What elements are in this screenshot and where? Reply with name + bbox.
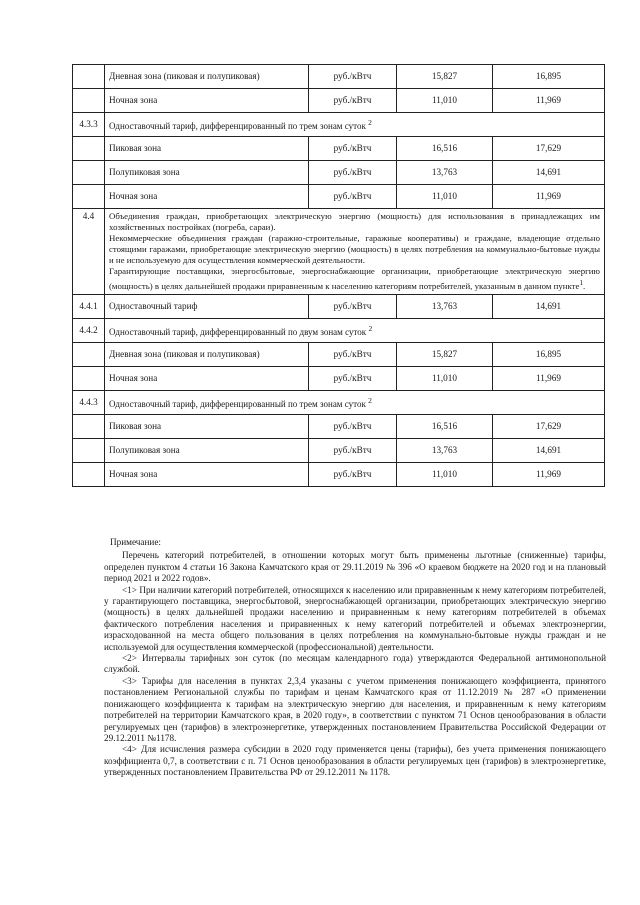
category-paragraph: Гарантирующие поставщики, энергосбытовые, энергоснабжающие организации, приобретающие электрическую энергию (мощность) в целях дальнейшей продажи приравненным к населению категориям потребителей, указанным в данном пункте — [109, 266, 600, 291]
row-name: Ночная зона — [105, 185, 309, 209]
row-number — [73, 65, 105, 89]
value-2020: 16,516 — [397, 137, 493, 161]
value-2020: 11,010 — [397, 366, 493, 390]
row-number — [73, 89, 105, 113]
value-2020: 13,763 — [397, 438, 493, 462]
note-paragraph: <1> При наличии категорий потребителей, относящихся к населению или приравненным к нему категориям потребителей, у гарантирующего поставщика, энергосбытовой, энергоснабжающей организации, приобретающих электрическую энергию (мощность) в целях дальнейшей продажи населению и приравненным к нему категориям потребителей в объемах фактического потребления населения и приравненных к нему категорий потребителей и объемах электроэнергии, израсходованной на места общего пользования в целях потребления на коммунально-бытовые нужды граждан и не используемой для осуществления коммерческой (профессиональной) деятельности. — [104, 584, 606, 652]
row-unit: руб./кВтч — [309, 89, 397, 113]
row-name: Ночная зона — [105, 89, 309, 113]
row-unit: руб./кВтч — [309, 366, 397, 390]
row-number — [73, 438, 105, 462]
note-paragraph: <3> Тарифы для населения в пунктах 2,3,4 указаны с учетом применения понижающего коэффициента, принятого постановлением Региональной службы по тарифам и ценам Камчатского края от 11.12.2019 № 287 «О применении понижающего коэффициента к тарифам на электрическую энергию для населения, и приравненным к нему категориям потребителей на территории Камчатского края, в 2020 году», в соответствии с пунктом 71 Основ ценообразования в области регулируемых цен (тарифов) в электроэнергетике, утвержденных постановлением Правительства Российской Федерации от 29.12.2011 №1178. — [104, 675, 606, 743]
row-name: Дневная зона (пиковая и полупиковая) — [105, 65, 309, 89]
value-2021: 17,629 — [493, 414, 605, 438]
table-row — [73, 89, 605, 113]
row-unit: руб./кВтч — [309, 438, 397, 462]
row-name: Полупиковая зона — [105, 438, 309, 462]
category-paragraph-last: Гарантирующие поставщики, энергосбытовые, энергоснабжающие организации, приобретающие электрическую энергию (мощность) в целях дальнейшей продажи приравненным к населению категориям потребителей, указанным в данном пункте$^1$. — [109, 266, 600, 291]
section-title: Одноставочный тариф, дифференцированный по трем зонам суток — [109, 121, 366, 131]
value-2021: 14,691 — [493, 161, 605, 185]
row-number: 4.4.3 — [73, 390, 105, 414]
note-paragraph: <4> Для исчисления размера субсидии в 2020 году применяется цены (тарифы), без учета применения понижающего коэффициента 0,7, в соответствии с п. 71 Основ ценообразования в области регулируемых цен (тарифов) в электроэнергетике, утвержденных постановлением Правительства РФ от 29.12.2011 № 1178. — [104, 744, 606, 778]
tariff-table-body — [73, 65, 605, 487]
value-2021: 14,691 — [493, 438, 605, 462]
row-unit: руб./кВтч — [309, 161, 397, 185]
category-paragraph: Объединения граждан, приобретающих электрическую энергию (мощность) для использования в принадлежащих им хозяйственных постройках (погреба, сараи). — [109, 211, 600, 232]
tariff-table — [72, 64, 605, 487]
row-number — [73, 462, 105, 486]
table-row — [73, 390, 605, 414]
table-row — [73, 161, 605, 185]
table-row — [73, 366, 605, 390]
table-row — [73, 462, 605, 486]
row-unit: руб./кВтч — [309, 137, 397, 161]
row-number: 4.3.3 — [73, 113, 105, 137]
row-name: Одноставочный тариф — [105, 294, 309, 318]
footnote-ref: 2 — [368, 118, 372, 127]
row-number — [73, 342, 105, 366]
table-row — [73, 294, 605, 318]
footnote-ref: 2 — [368, 323, 373, 333]
value-2021: 11,969 — [493, 89, 605, 113]
row-unit: руб./кВтч — [309, 294, 397, 318]
row-number — [73, 161, 105, 185]
value-2021: 16,895 — [493, 65, 605, 89]
section-title-cell — [105, 113, 605, 137]
value-2021: 14,691 — [493, 294, 605, 318]
value-2021: 11,969 — [493, 462, 605, 486]
note-paragraph: <2> Интервалы тарифных зон суток (по месяцам календарного года) утверждаются Федеральной антимонопольной службой. — [104, 653, 606, 675]
row-name: Пиковая зона — [105, 414, 309, 438]
value-2020: 11,010 — [397, 185, 493, 209]
value-2020: 13,763 — [397, 294, 493, 318]
value-2021: 16,895 — [493, 342, 605, 366]
value-2021: 11,969 — [493, 185, 605, 209]
table-row — [73, 137, 605, 161]
row-number: 4.4 — [73, 209, 105, 295]
row-name: Дневная зона (пиковая и полупиковая) — [105, 342, 309, 366]
table-row — [73, 318, 605, 342]
table-row — [73, 65, 605, 89]
row-unit: руб./кВтч — [309, 185, 397, 209]
table-row — [73, 414, 605, 438]
value-2020: 16,516 — [397, 414, 493, 438]
value-2020: 11,010 — [397, 462, 493, 486]
row-name: Полупиковая зона — [105, 161, 309, 185]
section-title-cell — [105, 390, 605, 414]
table-row — [73, 342, 605, 366]
row-number: 4.4.2 — [73, 318, 105, 342]
row-name: Ночная зона — [105, 462, 309, 486]
row-number — [73, 185, 105, 209]
row-unit: руб./кВтч — [309, 462, 397, 486]
notes-section — [104, 537, 606, 779]
value-2021: 17,629 — [493, 137, 605, 161]
section-title: Одноставочный тариф, дифференцированный по двум зонам суток — [109, 326, 367, 337]
value-2021: 11,969 — [493, 366, 605, 390]
row-name: Ночная зона — [105, 366, 309, 390]
value-2020: 15,827 — [397, 342, 493, 366]
section-title-cell — [105, 318, 605, 342]
table-row — [73, 209, 605, 295]
row-number: 4.4.1 — [73, 294, 105, 318]
row-number — [73, 414, 105, 438]
category-paragraph: Некоммерческие объединения граждан (гаражно-строительные, гаражные кооперативы) и граждане, владеющие отдельно стоящими гаражами, приобретающие электрическую энергию (мощность) в целях потребления на коммунально-бытовые нужды и не используемую для осуществления коммерческой деятельности. — [109, 233, 600, 265]
row-unit: руб./кВтч — [309, 65, 397, 89]
row-name: Пиковая зона — [105, 137, 309, 161]
category-description-cell — [105, 209, 605, 295]
row-number — [73, 137, 105, 161]
section-title: Одноставочный тариф, дифференцированный по трем зонам суток — [109, 398, 366, 409]
row-unit: руб./кВтч — [309, 414, 397, 438]
footnote-ref: 2 — [368, 395, 372, 405]
row-unit: руб./кВтч — [309, 342, 397, 366]
table-row — [73, 438, 605, 462]
table-row — [73, 113, 605, 137]
row-number — [73, 366, 105, 390]
notes-title: Примечание: — [110, 537, 161, 547]
notes-body — [104, 550, 606, 778]
value-2020: 13,763 — [397, 161, 493, 185]
footnote-ref: 1 — [579, 278, 584, 287]
note-paragraph: Перечень категорий потребителей, в отношении которых могут быть применены льготные (сниженные) тарифы, определен пунктом 4 статьи 16 Закона Камчатского края от 29.11.2019 № 396 «О краевом бюджете на 2020 год и на плановый период 2021 и 2022 годов». — [104, 550, 606, 584]
table-row — [73, 185, 605, 209]
value-2020: 15,827 — [397, 65, 493, 89]
value-2020: 11,010 — [397, 89, 493, 113]
